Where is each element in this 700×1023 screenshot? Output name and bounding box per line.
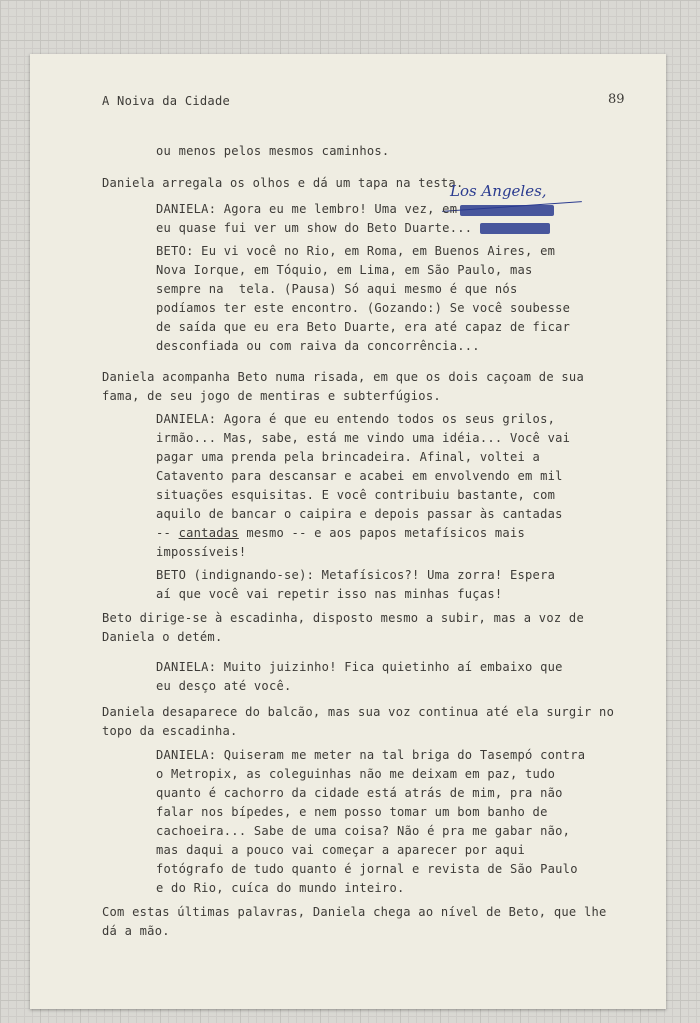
dialogue-line: DANIELA: Agora é que eu entendo todos os seus grilos, <box>156 412 556 426</box>
dialogue-line: DANIELA: Quiseram me meter na tal briga do Tasempó contra <box>156 748 586 762</box>
dialogue-line: irmão... Mas, sabe, está me vindo uma idéia... Você vai <box>156 431 571 445</box>
dialogue-line: DANIELA: Muito juizinho! Fica quietinho aí embaixo que <box>156 660 563 674</box>
dialogue-line: desconfiada ou com raiva da concorrência... <box>156 339 480 353</box>
text-line: ou menos pelos mesmos caminhos. <box>156 144 390 158</box>
dialogue-line: fotógrafo de tudo quanto é jornal e revista de São Paulo <box>156 862 578 876</box>
dialogue-line: eu desço até você. <box>156 679 292 693</box>
stage-direction: Com estas últimas palavras, Daniela chega ao nível de Beto, que lhe <box>102 905 607 919</box>
dialogue-line: sempre na tela. (Pausa) Só aqui mesmo é que nós <box>156 282 518 296</box>
dialogue-line: o Metropix, as coleguinhas não me deixam em paz, tudo <box>156 767 556 781</box>
stage-direction: Beto dirige-se à escadinha, disposto mesmo a subir, mas a voz de <box>102 611 584 625</box>
dialogue-line: Nova Iorque, em Tóquio, em Lima, em São Paulo, mas <box>156 263 533 277</box>
stage-direction: fama, de seu jogo de mentiras e subterfúgios. <box>102 389 441 403</box>
dialogue-line: situações esquisitas. E você contribuiu bastante, com <box>156 488 556 502</box>
dialogue-line <box>156 526 525 540</box>
dialogue-line: impossíveis! <box>156 545 247 559</box>
dialogue-line: de saída que eu era Beto Duarte, era até capaz de ficar <box>156 320 571 334</box>
stage-direction: Daniela o detém. <box>102 630 223 644</box>
crossed-out-text <box>460 205 554 216</box>
dialogue-line: pagar uma prenda pela brincadeira. Afinal, voltei a <box>156 450 541 464</box>
page-number: 89 <box>608 92 625 107</box>
dialogue-line: e do Rio, cuíca do mundo inteiro. <box>156 881 405 895</box>
dialogue-line: cachoeira... Sabe de uma coisa? Não é pra me gabar não, <box>156 824 571 838</box>
dialogue-line: falar nos bípedes, e nem posso tomar um bom banho de <box>156 805 548 819</box>
underlined-word: cantadas <box>178 526 239 540</box>
dialogue-line: quanto é cachorro da cidade está atrás de mim, pra não <box>156 786 563 800</box>
line-dash: -- <box>156 526 179 540</box>
dialogue-line: podíamos ter este encontro. (Gozando:) Se você soubesse <box>156 301 571 315</box>
stage-direction: topo da escadinha. <box>102 724 238 738</box>
stage-direction: Daniela arregala os olhos e dá um tapa na testa. <box>102 176 464 190</box>
running-header: A Noiva da Cidade <box>102 94 231 108</box>
dialogue-line: BETO (indignando-se): Metafísicos?! Uma zorra! Espera <box>156 568 556 582</box>
dialogue-line: mas daqui a pouco vai começar a aparecer por aqui <box>156 843 526 857</box>
handwritten-insertion: Los Angeles, <box>450 182 547 200</box>
typewritten-page <box>30 54 666 1009</box>
dialogue-line: Catavento para descansar e acabei em envolvendo em mil <box>156 469 563 483</box>
stage-direction: dá a mão. <box>102 924 170 938</box>
line-rest: mesmo -- e aos papos metafísicos mais <box>238 526 526 540</box>
crossed-out-text <box>480 223 550 234</box>
dialogue-line: BETO: Eu vi você no Rio, em Roma, em Buenos Aires, em <box>156 244 556 258</box>
stage-direction: Daniela acompanha Beto numa risada, em que os dois caçoam de sua <box>102 370 584 384</box>
dialogue-line: aquilo de bancar o caipira e depois passar às cantadas <box>156 507 563 521</box>
dialogue-line: aí que você vai repetir isso nas minhas fuças! <box>156 587 503 601</box>
dialogue-line: eu quase fui ver um show do Beto Duarte... <box>156 221 473 235</box>
stage-direction: Daniela desaparece do balcão, mas sua voz continua até ela surgir no <box>102 705 615 719</box>
dialogue-line: DANIELA: Agora eu me lembro! Uma vez, em <box>156 202 458 216</box>
